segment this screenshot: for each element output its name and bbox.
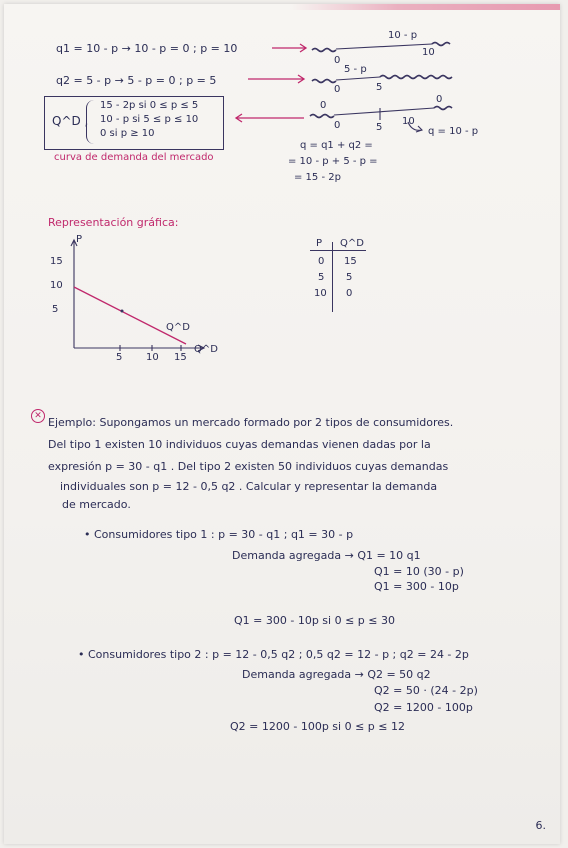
type2-step-2: Q2 = 1200 - 100p (374, 701, 473, 714)
line3-curve-head (416, 126, 422, 132)
graph-x-5: 5 (116, 352, 123, 363)
line3-wave-left (310, 115, 334, 118)
table-row1-q: 15 (344, 256, 357, 267)
graph-x-10: 10 (146, 352, 159, 363)
line1-wave-right (432, 43, 450, 46)
kink-point (121, 310, 124, 313)
demand-graph (4, 4, 304, 384)
line1-axis (336, 44, 432, 49)
sum-1: q = q1 + q2 = (300, 140, 373, 151)
graph-heading: Representación gráfica: (48, 216, 179, 229)
type1-result: Q1 = 300 - 10p si 0 ≤ p ≤ 30 (234, 614, 395, 627)
piece-1: 15 - 2p si 0 ≤ p ≤ 5 (100, 100, 199, 111)
table-header-qd: Q^D (340, 238, 364, 249)
type1-step-1: Q1 = 10 (30 - p) (374, 565, 464, 578)
table-header-p: P (316, 238, 323, 249)
piece-2: 10 - p si 5 ≤ p ≤ 10 (100, 114, 199, 125)
table-row3-q: 0 (346, 288, 353, 299)
graph-curve-label: Q^D (166, 322, 190, 333)
table-row2-p: 5 (318, 272, 325, 283)
page-number: 6. (535, 819, 546, 832)
graph-x-15: 15 (174, 352, 187, 363)
type1-aggregate: Demanda agregada → Q1 = 10 q1 (232, 549, 421, 562)
table-vertical-rule (332, 242, 333, 312)
type1-heading: • Consumidores tipo 1 : p = 30 - q1 ; q1 = 30 - p (84, 528, 354, 541)
line2-label: 5 - p (344, 64, 367, 75)
type2-result: Q2 = 1200 - 100p si 0 ≤ p ≤ 12 (230, 720, 405, 733)
example-line-2: Del tipo 1 existen 10 individuos cuyas demandas vienen dadas por la (48, 438, 431, 451)
line2-wave-right (380, 76, 452, 79)
type2-step-1: Q2 = 50 · (24 - 2p) (374, 684, 478, 697)
qd-label: Q^D , (52, 114, 89, 128)
example-line-5: de mercado. (62, 498, 131, 511)
line3-zero-top: 0 (320, 100, 327, 111)
type1-step-2: Q1 = 300 - 10p (374, 580, 459, 593)
piece-3: 0 si p ≥ 10 (100, 128, 155, 139)
line2-five: 5 (376, 82, 383, 93)
notebook-page (4, 4, 560, 844)
graph-y-15: 15 (50, 256, 63, 267)
type2-heading: • Consumidores tipo 2 : p = 12 - 0,5 q2 ; 0,5 q2 = 12 - p ; q2 = 24 - 2p (78, 648, 469, 661)
sum-3: = 15 - 2p (294, 172, 341, 183)
box-caption: curva de demanda del mercado (54, 152, 214, 163)
table-row1-p: 0 (318, 256, 325, 267)
line3-q-label: q = 10 - p (428, 126, 479, 137)
line3-ten: 10 (402, 116, 415, 127)
sum-2: = 10 - p + 5 - p = (288, 156, 378, 167)
demand-line (74, 287, 186, 344)
table-row2-q: 5 (346, 272, 353, 283)
eq-q2: q2 = 5 - p → 5 - p = 0 ; p = 5 (56, 74, 217, 87)
graph-y-5: 5 (52, 304, 59, 315)
table-row3-p: 10 (314, 288, 327, 299)
line3-wave-right (434, 107, 452, 110)
line1-ten: 10 (422, 47, 435, 58)
example-line-1: Ejemplo: Supongamos un mercado formado por 2 tipos de consumidores. (48, 416, 454, 429)
line2-zero: 0 (334, 84, 341, 95)
type2-aggregate: Demanda agregada → Q2 = 50 q2 (242, 668, 431, 681)
graph-p-label: P (76, 234, 83, 245)
line1-zero: 0 (334, 55, 341, 66)
line3-axis (334, 108, 434, 115)
line2-wave-left (312, 80, 336, 83)
table-horizontal-rule (310, 250, 366, 251)
line3-five: 5 (376, 122, 383, 133)
graph-y-10: 10 (50, 280, 63, 291)
line3-zero: 0 (334, 120, 341, 131)
line2-axis (336, 77, 380, 80)
line1-label: 10 - p (388, 30, 418, 41)
example-line-3: expresión p = 30 - q1 . Del tipo 2 existen 50 individuos cuyas demandas (48, 460, 449, 473)
graph-x-axis-label: Q^D (194, 344, 218, 355)
eq-q1: q1 = 10 - p → 10 - p = 0 ; p = 10 (56, 42, 238, 55)
example-marker-icon: ✕ (31, 409, 45, 423)
example-line-4: individuales son p = 12 - 0,5 q2 . Calcular y representar la demanda (60, 480, 438, 493)
line1-wave-left (312, 49, 336, 52)
line3-zero-right: 0 (436, 94, 443, 105)
